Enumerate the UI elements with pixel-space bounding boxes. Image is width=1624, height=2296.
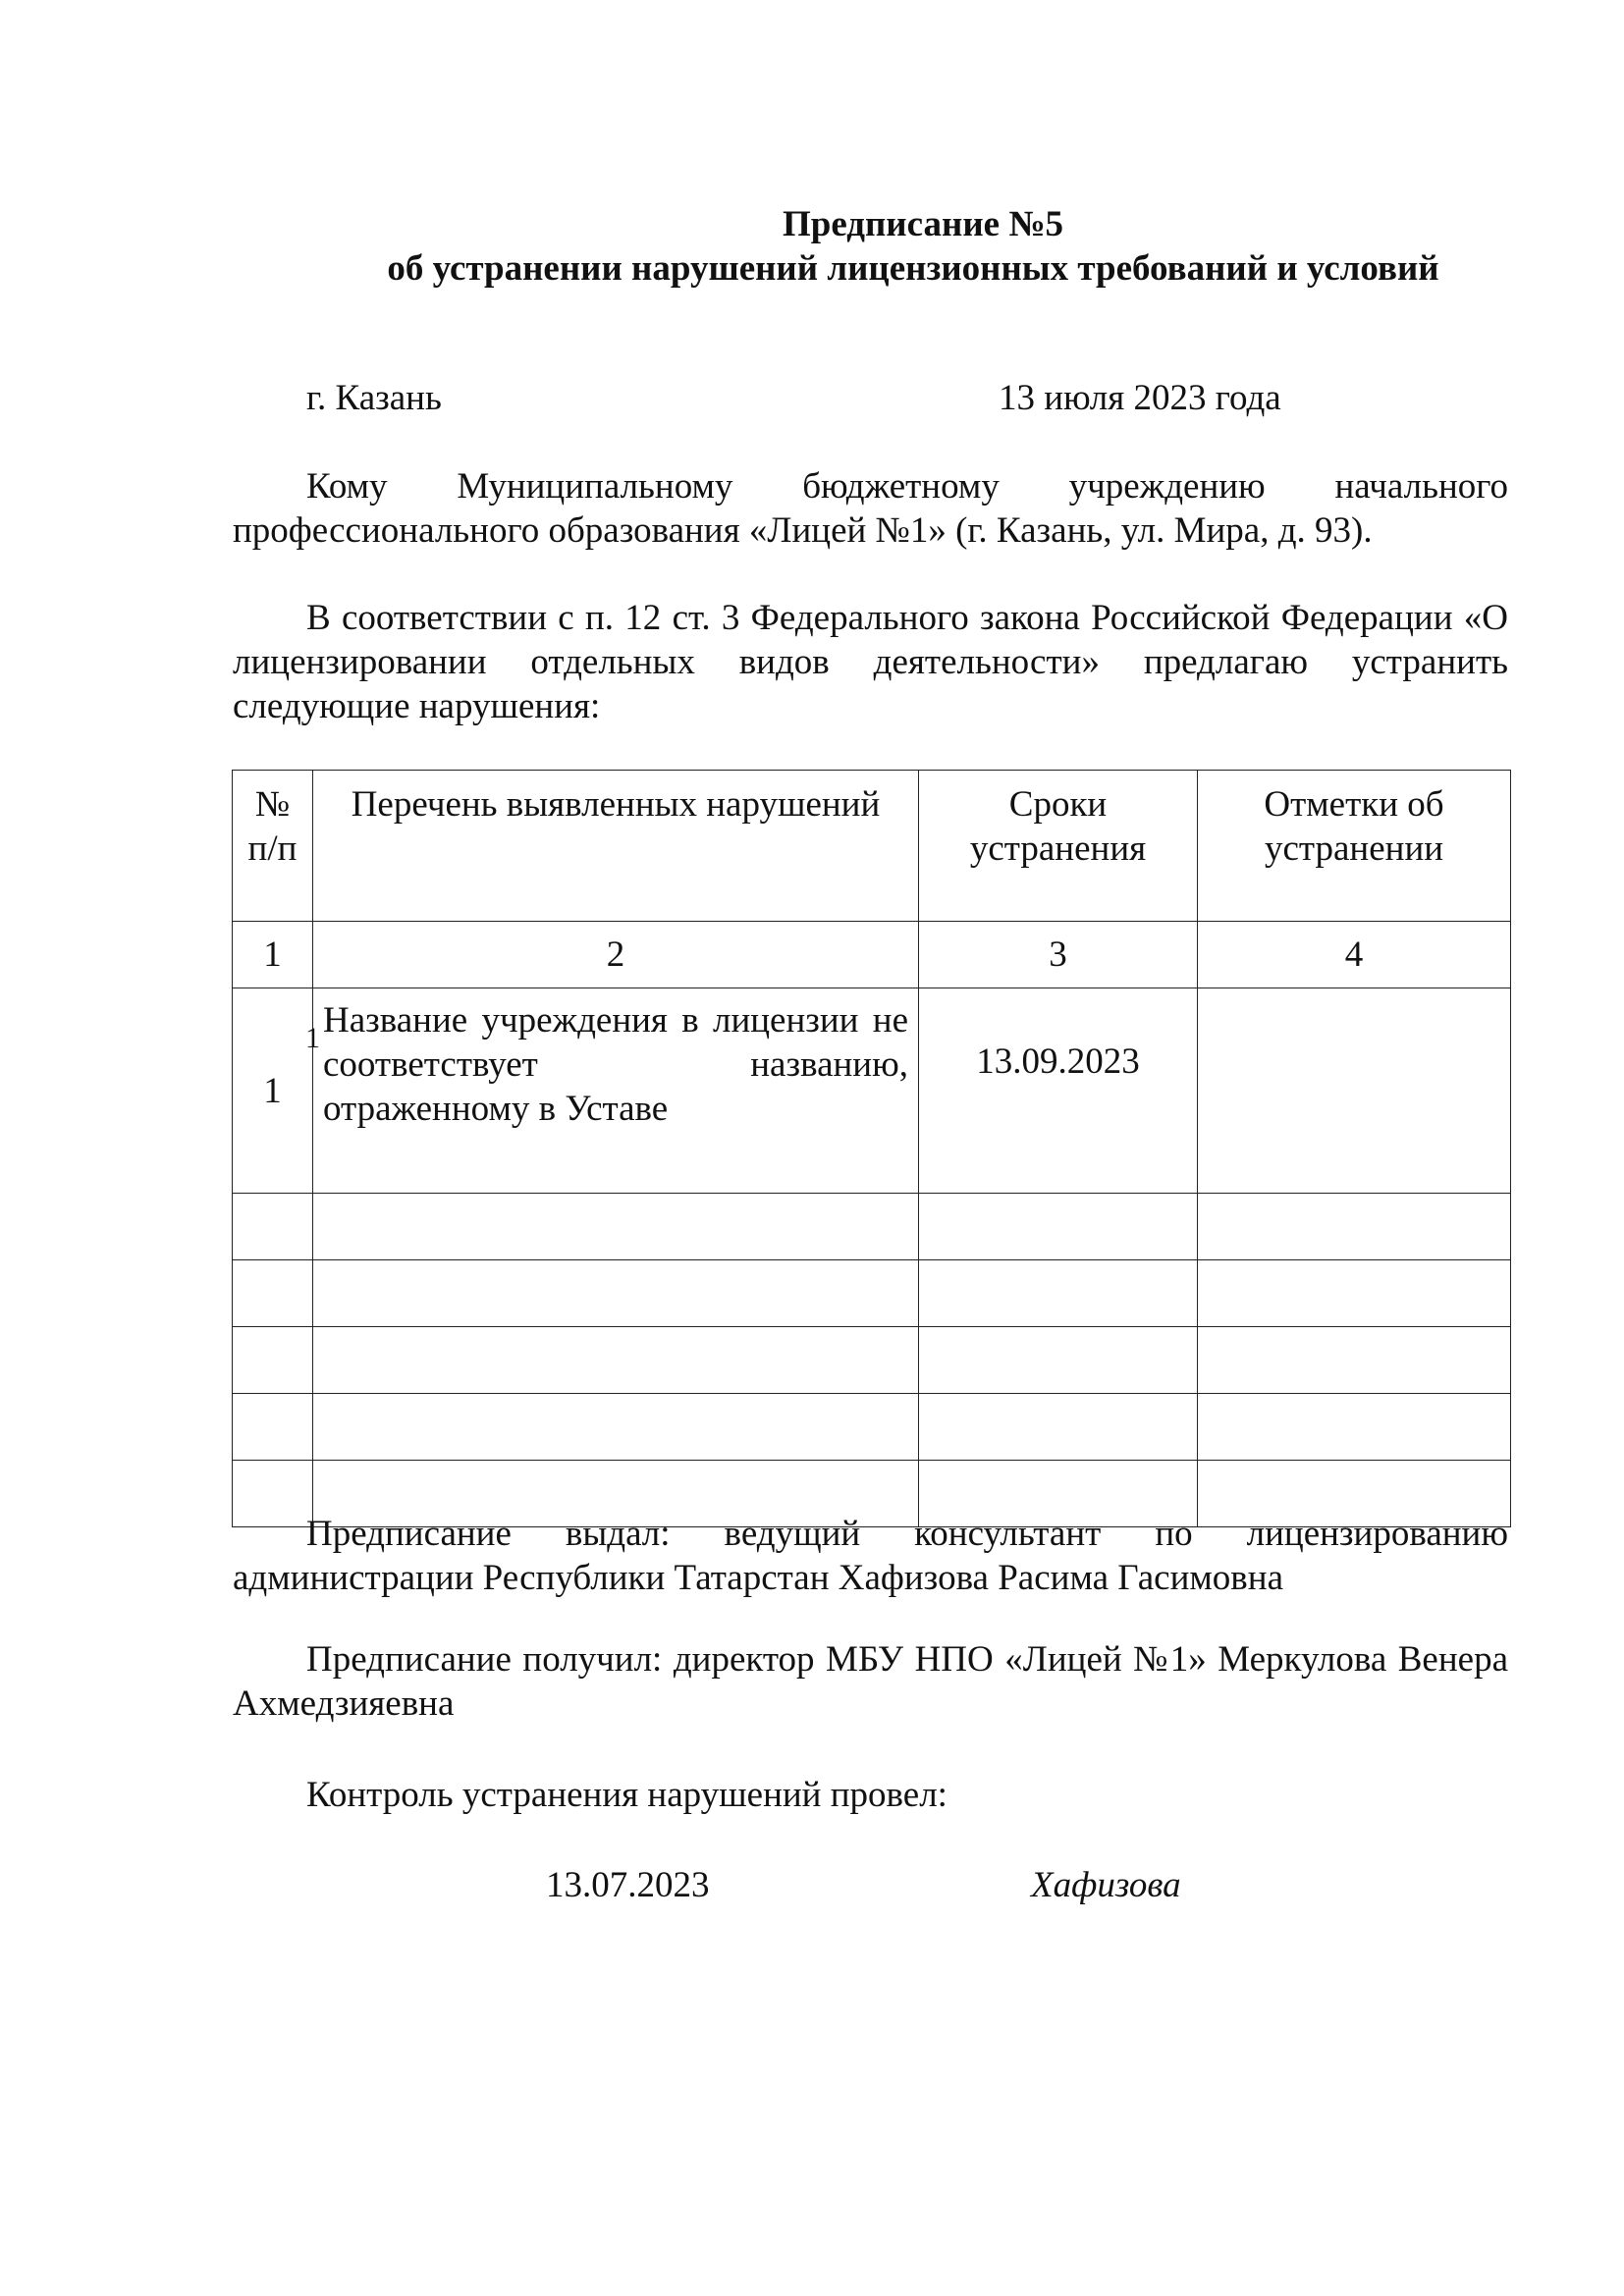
empty-cell: [919, 1327, 1198, 1394]
header-marks-line2: устранении: [1264, 828, 1444, 869]
empty-cell: [1198, 1194, 1511, 1260]
row-description: [305, 988, 919, 1194]
empty-row: [233, 1260, 1511, 1327]
empty-cell: [919, 1394, 1198, 1461]
header-list-text: Перечень выявленных нарушений: [351, 784, 881, 825]
date-text: 13 июля 2023 года: [999, 378, 1281, 418]
empty-cell: [1198, 1327, 1511, 1394]
header-term-line1: Сроки: [1008, 784, 1108, 825]
column-number: 3: [919, 922, 1198, 988]
empty-cell: [313, 1394, 919, 1461]
violations-table: [232, 770, 1511, 1527]
empty-cell: [313, 1327, 919, 1394]
header-num: [233, 771, 313, 922]
empty-cell: [233, 1327, 313, 1394]
empty-row: [233, 1194, 1511, 1260]
header-term-line2: устранения: [969, 828, 1147, 869]
row-number: [233, 988, 313, 1194]
empty-cell: [1198, 1260, 1511, 1327]
empty-cell: [1198, 1394, 1511, 1461]
issued-by-paragraph: Предписание выдал: ведущий консультант по лицензированию администрации Республики Татарстан Хафизова Расима Гасимовна: [233, 1514, 1508, 1598]
place-text: г. Казань: [306, 378, 442, 418]
signature-date: 13.07.2023: [546, 1865, 710, 1905]
signature-name: Хафизова: [1031, 1865, 1181, 1905]
header-marks-line1: Отметки об: [1264, 784, 1444, 825]
empty-row: [233, 1394, 1511, 1461]
row-description-text: Название учреждения в лицензии не соответствует названию, отраженному в Уставе: [323, 1000, 908, 1129]
empty-cell: [233, 1194, 313, 1260]
row-marks: [1198, 988, 1511, 1194]
recipient-paragraph: Кому Муниципальному бюджетному учреждению начального профессионального образования «Лицей №1» (г. Казань, ул. Мира, д. 93).: [233, 466, 1508, 551]
table-row: [233, 988, 1511, 1194]
table-header-row: [233, 771, 1511, 922]
row-number-text: 1: [263, 1070, 282, 1111]
header-marks: [1198, 771, 1511, 922]
empty-cell: [919, 1194, 1198, 1260]
column-number: 2: [313, 922, 919, 988]
received-by-paragraph: Предписание получил: директор МБУ НПО «Лицей №1» Меркулова Венера Ахмедзияевна: [233, 1639, 1508, 1724]
empty-cell: [233, 1260, 313, 1327]
header-list: [313, 771, 919, 922]
empty-cell: [233, 1394, 313, 1461]
basis-paragraph: В соответствии с п. 12 ст. 3 Федерального закона Российской Федерации «О лицензировании отдельных видов деятельности» предлагаю устранить следующие нарушения:: [233, 598, 1508, 726]
empty-cell: [313, 1194, 919, 1260]
title-line-2: об устранении нарушений лицензионных требований и условий: [387, 248, 1439, 289]
title-line-1: Предписание №5: [782, 204, 1063, 244]
empty-cell: [313, 1260, 919, 1327]
document-title: [226, 202, 1600, 291]
column-number: 4: [1198, 922, 1511, 988]
header-num-line2: п/п: [247, 828, 298, 869]
stray-mark: 1: [305, 1022, 320, 1054]
header-num-line1: №: [254, 784, 291, 825]
column-numbers-row: [233, 922, 1511, 988]
column-number: 1: [233, 922, 313, 988]
empty-cell: [919, 1260, 1198, 1327]
header-term: [919, 771, 1198, 922]
empty-row: [233, 1327, 1511, 1394]
row-term: 13.09.2023: [919, 988, 1198, 1194]
control-paragraph: Контроль устранения нарушений провел:: [306, 1775, 947, 1815]
